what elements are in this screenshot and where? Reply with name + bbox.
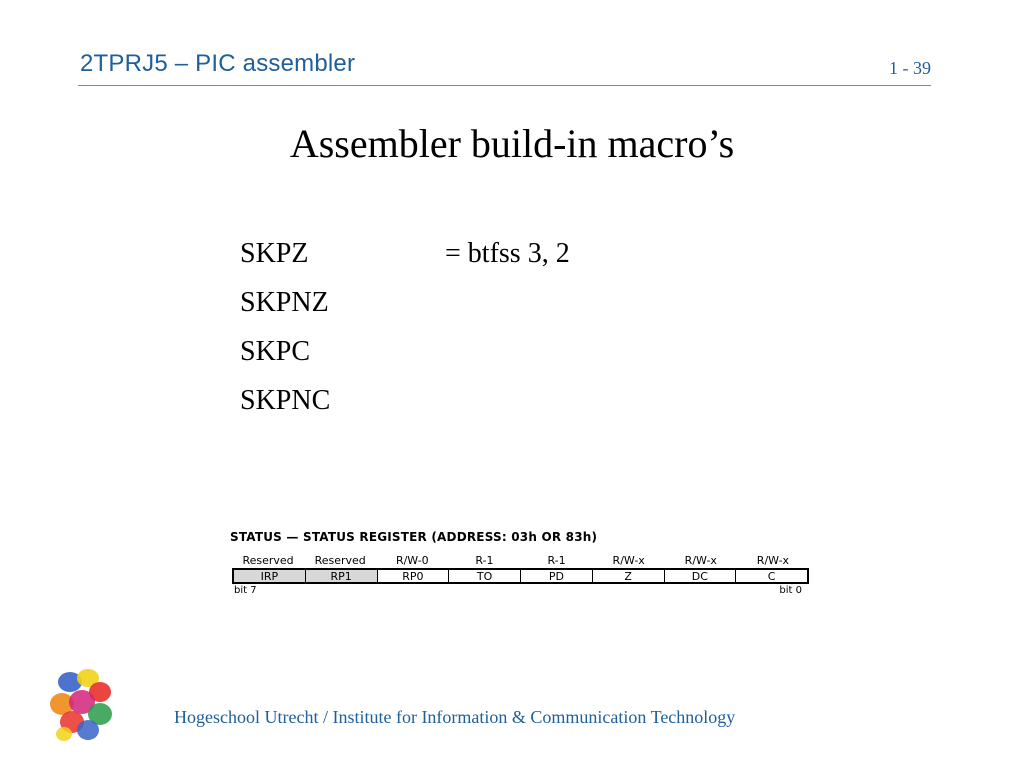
macro-name: SKPZ xyxy=(240,238,309,269)
macro-row xyxy=(240,238,740,287)
register-access: R/W-x xyxy=(756,554,790,567)
register-access-row xyxy=(232,554,809,568)
macro-name: SKPNZ xyxy=(240,287,329,318)
macro-row xyxy=(240,336,740,385)
register-bit: Z xyxy=(593,570,665,582)
register-access: Reserved xyxy=(314,554,366,567)
register-bits-row xyxy=(232,568,809,584)
school-logo-icon xyxy=(48,664,118,744)
macro-name: SKPC xyxy=(240,336,311,367)
register-bit: RP1 xyxy=(306,570,378,582)
course-title: 2TPRJ5 – PIC assembler xyxy=(80,50,356,77)
macro-row xyxy=(240,385,740,434)
header-divider xyxy=(78,85,931,86)
bit-left-label: bit 7 xyxy=(234,585,257,596)
register-access: R/W-x xyxy=(612,554,645,567)
register-bit: C xyxy=(767,570,776,583)
status-register-figure xyxy=(230,530,815,596)
register-access: R-1 xyxy=(547,554,566,567)
register-access: Reserved xyxy=(242,554,294,567)
bit-right-label: bit 0 xyxy=(779,585,802,596)
register-access: R-1 xyxy=(475,554,494,567)
register-bit: $\overline{PD}$ xyxy=(521,570,593,582)
register-title: STATUS — STATUS REGISTER (ADDRESS: 03h OR 83h) xyxy=(230,530,598,544)
macro-list xyxy=(240,238,740,434)
register-access: R/W-x xyxy=(684,554,717,567)
register-bit: IRP xyxy=(234,570,306,582)
macro-row xyxy=(240,287,740,336)
macro-name: SKPNC xyxy=(240,385,331,416)
register-bit-numbers xyxy=(230,585,808,596)
slide-title: Assembler build-in macro’s xyxy=(289,121,735,166)
macro-definition: = btfss 3, 2 xyxy=(445,238,570,269)
footer-institution: Hogeschool Utrecht / Institute for Information & Communication Technology xyxy=(174,707,736,727)
register-bit: RP0 xyxy=(378,570,450,582)
register-bit: $\overline{TO}$ xyxy=(449,570,521,582)
register-access: R/W-0 xyxy=(395,554,429,567)
register-bit: DC xyxy=(665,570,737,582)
page-number: 1 - 39 xyxy=(889,58,931,78)
